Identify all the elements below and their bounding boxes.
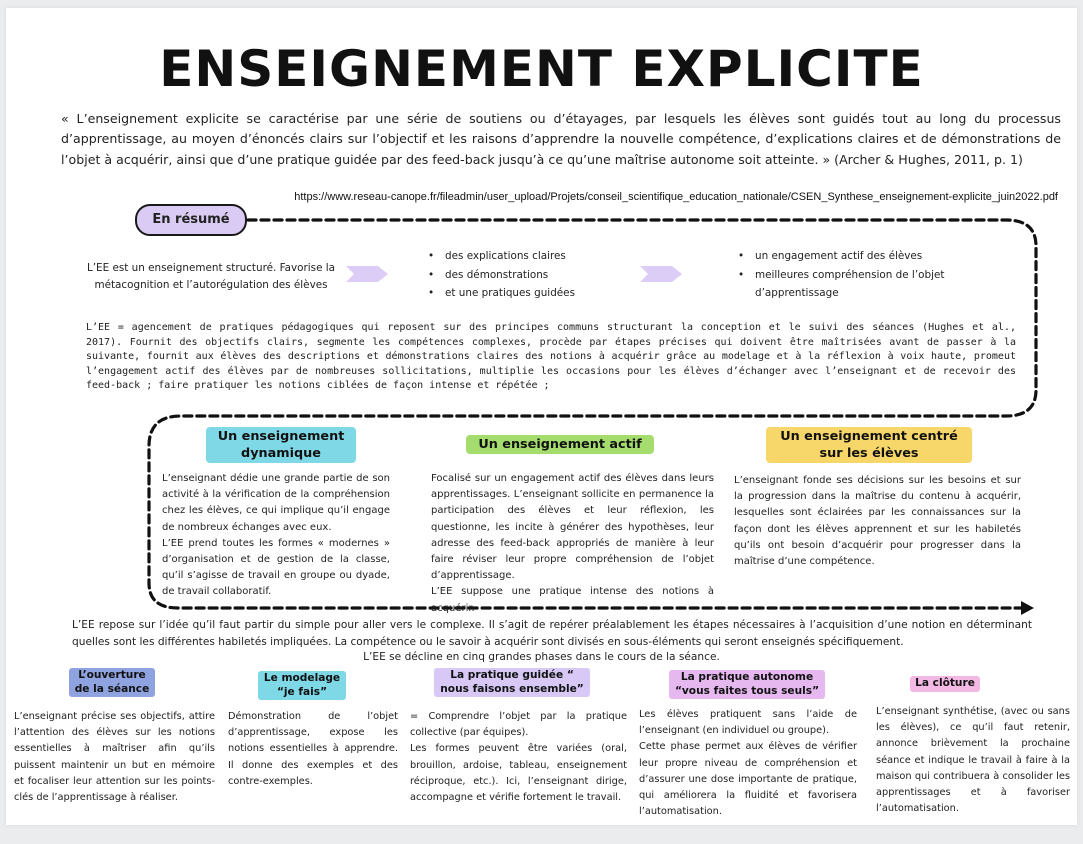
- phases-intro: L’EE se décline en cinq grandes phases dans le cours de la séance.: [363, 651, 720, 663]
- phase-heading-opening: L’ouverture de la séance: [69, 668, 155, 697]
- phase-heading-closing: La clôture: [910, 676, 980, 692]
- summary-intro: L’EE est un enseignement structuré. Favorise la métacognition et l’autorégulation des élèves: [86, 262, 336, 291]
- phase-text-modeling: Démonstration de l’objet d’apprentissage, expose les notions essentielles à apprendre. Il donne des exemples et des contre-exemples.: [228, 711, 398, 787]
- phase-heading-modeling: Le modelage “je fais”: [258, 671, 346, 700]
- infographic-page: [6, 8, 1077, 825]
- summary-list-1: [426, 247, 626, 303]
- summary-label: En résumé: [135, 204, 247, 236]
- arrowhead: [1021, 601, 1034, 615]
- column-text-dynamic: L’enseignant dédie une grande partie de son activité à la vérification de la compréhension chez les élèves, ce qui implique qu’il engage de nombreux échanges avec eux. L’EE prend toutes les formes « modernes » d’organisation et de gestion de la classe, qu’il s’agisse de travail en groupe ou dyade, de travail collaboratif.: [162, 473, 390, 598]
- phase-text-opening: L’enseignant précise ses objectifs, attire l’attention des élèves sur les notions essentielles à maîtriser afin qu’ils puissent maintenir un but en mémoire et focaliser leur attention sur les points-clés de l’apprentissage à réaliser.: [14, 711, 215, 804]
- summary-list-2: [736, 247, 976, 303]
- source-link[interactable]: https://www.reseau-canope.fr/fileadmin/user_upload/Projets/conseil_scientifique_education_nationale/CSEN_Synthese_enseignement-explicite_juin2022.pdf: [294, 191, 1058, 203]
- ee-definition: L’EE = agencement de pratiques pédagogiques qui reposent sur des principes communs structurant la conception et le suivi des séances (Hughes et al., 2017). Fournit des objectifs clairs, segmente les compétences complexes, procède par étapes précises qui doivent être maîtrisées avant de passer à la suivante, fournit aux élèves des descriptions et démonstrations claires des notions à acquérir grâce au modelage et à la réflexion à voix haute, promeut l’engagement actif des élèves par de nombreuses sollicitations, multiplie les occasions pour les élèves d’échanger avec l’enseignant et de recevoir des feed-back ; faire pratiquer les notions ciblées de façon intense et répétée ;: [86, 322, 1016, 392]
- column-heading-centered: Un enseignement centré sur les élèves: [766, 427, 972, 463]
- phase-text-autonomous: Les élèves pratiquent sans l’aide de l’enseignant (en individuel ou groupe). Cette phase permet aux élèves de vérifier leur propre niveau de compréhension et d’assurer une dose importante de pratique, qui améliorera la fluidité et favorisera l’automatisation.: [639, 709, 857, 818]
- list-item: • et une pratiques guidées: [426, 284, 626, 303]
- column-heading-active: Un enseignement actif: [466, 435, 654, 454]
- phase-heading-guided: La pratique guidée “ nous faisons ensemble”: [434, 668, 590, 697]
- arrow-shape-2: [640, 266, 682, 282]
- phase-heading-autonomous: La pratique autonome “vous faites tous seuls”: [669, 670, 825, 699]
- column-text-active: Focalisé sur un engagement actif des élèves dans leurs apprentissages. L’enseignant sollicite en permanence la participation des élèves et leur réflexion, les questionne, les incite à générer des hypothèses, leur adresse des feed-back appropriés de manière à leur faire réviser leur propre compréhension de l’objet d’apprentissage. L’EE suppose une pratique intense des notions à acquérir.: [431, 473, 714, 614]
- list-item: • un engagement actif des élèves: [736, 247, 976, 266]
- phase-text-closing: L’enseignant synthétise, (avec ou sans les élèves), ce qu’il faut retenir, annonce brièvement la prochaine séance et indique le travail à faire à la maison qui contribuera à consolider les apprentissages et à favoriser l’automatisation.: [876, 706, 1070, 815]
- phase-text-guided: = Comprendre l’objet par la pratique collective (par équipes). Les formes peuvent être variées (oral, brouillon, ardoise, tableau, enseignement réciproque, etc.). Ici, l’enseignant dirige, accompagne et vérifie fortement le travail.: [410, 711, 627, 804]
- list-item: • meilleures compréhension de l’objet d’apprentissage: [736, 266, 976, 303]
- column-heading-dynamic: Un enseignement dynamique: [206, 427, 356, 463]
- column-text-centered: L’enseignant fonde ses décisions sur les besoins et sur la progression dans la maîtrise du contenu à acquérir, lesquelles sont éclairées par les connaissances sur la façon dont les élèves apprennent et sur les habiletés qu’ils ont besoin d’acquérir pour progresser dans la maîtrise d’une compétence.: [734, 475, 1021, 568]
- list-item: • des démonstrations: [426, 266, 626, 285]
- definition-quote: « L’enseignement explicite se caractérise par une série de soutiens ou d’étayages, par lesquels les élèves sont guidés tout au long du processus d’apprentissage, au moyen d’énoncés clairs sur l’objectif et les raisons d’apprendre la nouvelle compétence, d’explications claires et de démonstrations de l’objet à acquérir, ainsi que d’une pratique guidée par des feed-back jusqu’à ce qu’une maîtrise autonome soit atteinte. » (Archer & Hughes, 2011, p. 1): [61, 111, 1061, 167]
- list-item: • des explications claires: [426, 247, 626, 266]
- progression-text: L’EE repose sur l’idée qu’il faut partir du simple pour aller vers le complexe. Il s’agit de repérer préalablement les étapes nécessaires à l’acquisition d’une notion en déterminant quelles sont les différentes habiletés impliquées. La compétence ou le savoir à acquérir sont divisés en sous-éléments qui seront enseignés spécifiquement.: [72, 619, 1032, 648]
- page-title: ENSEIGNEMENT EXPLICITE: [159, 40, 924, 98]
